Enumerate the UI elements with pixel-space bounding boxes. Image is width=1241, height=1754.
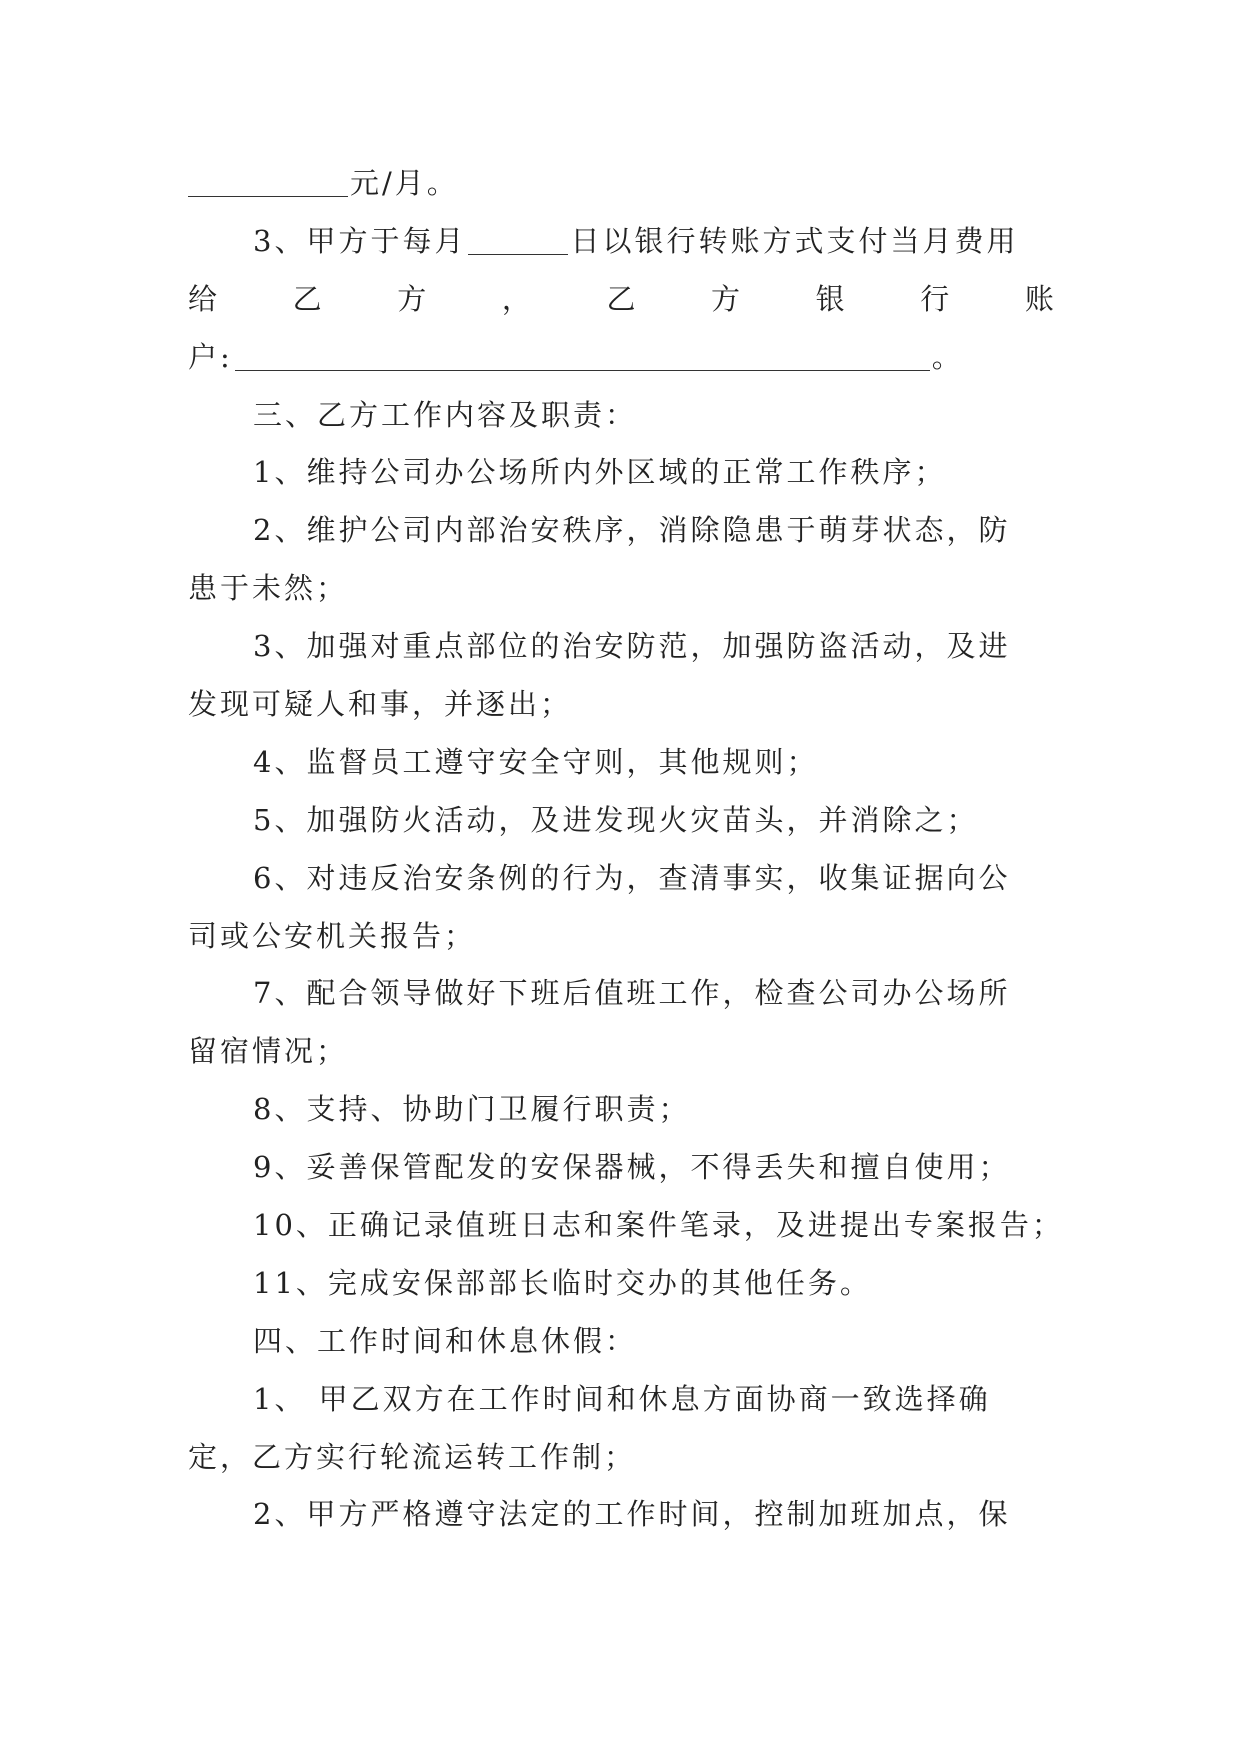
document-body [188,155,1064,1544]
recipient-word: 给 [188,281,218,316]
bank-account-line [188,329,1054,387]
payment-recipient-line [188,271,1054,329]
duty-item: 7、配合领导做好下班后值班工作，检查公司办公场所 [253,976,1011,1011]
duty-item: 5、加强防火活动，及进发现火灾苗头，并消除之； [253,802,979,837]
salary-amount-blank [188,162,348,197]
duty-item: 1、维持公司办公场所内外区域的正常工作秩序； [253,455,947,490]
payment-day-blank [468,220,568,255]
duty-item: 2、维护公司内部治安秩序，消除隐患于萌芽状态，防 [253,513,1011,548]
duty-item: 8、支持、协助门卫履行职责； [253,1092,691,1127]
duty-item-continued: 留宿情况； [188,1034,349,1069]
duty-item: 11、完成安保部部长临时交办的其他任务。 [253,1265,872,1300]
duty-item-continued: 司或公安机关报告； [188,918,477,953]
payment-day-prefix: 3、甲方于每月 [253,223,467,258]
work-time-item: 2、甲方严格遵守法定的工作时间，控制加班加点，保 [253,1497,1011,1532]
duty-item-continued: 患于未然； [188,571,349,606]
section-heading-work-time: 四、工作时间和休息休假： [253,1323,638,1358]
section-heading-duties: 三、乙方工作内容及职责： [253,397,638,432]
duty-item: 3、加强对重点部位的治安防范，加强防盗活动，及进 [253,629,1011,664]
bank-account-end: 。 [931,339,964,374]
recipient-word: 乙 [292,281,322,316]
duty-item: 6、对违反治安条例的行为，查清事实，收集证据向公 [253,860,1011,895]
payment-day-suffix: 日以银行转账方式支付当月费用 [570,223,1019,258]
duty-item: 10、正确记录值班日志和案件笔录，及进提出专案报告； [253,1208,1064,1243]
recipient-word: 账 [1024,281,1054,316]
payment-day-line [188,213,1054,271]
work-time-item-continued: 定，乙方实行轮流运转工作制； [188,1439,637,1474]
duty-item-continued: 发现可疑人和事，并逐出； [188,687,573,722]
recipient-word: 银 [815,281,845,316]
duty-item: 9、妥善保管配发的安保器械，不得丢失和擅自使用； [253,1150,1011,1185]
bank-account-label: 户: [188,339,233,374]
recipient-word: 行 [920,281,950,316]
recipient-word: 方 [711,281,741,316]
salary-unit-text: 元/月。 [350,166,459,200]
recipient-word: ， [501,281,531,316]
recipient-word: 乙 [606,281,636,316]
work-time-item: 1、 甲乙双方在工作时间和休息方面协商一致选择确 [253,1381,991,1416]
duty-item: 4、监督员工遵守安全守则，其他规则； [253,744,819,779]
recipient-word: 方 [397,281,427,316]
bank-account-blank [235,336,930,371]
salary-line [188,155,1054,213]
